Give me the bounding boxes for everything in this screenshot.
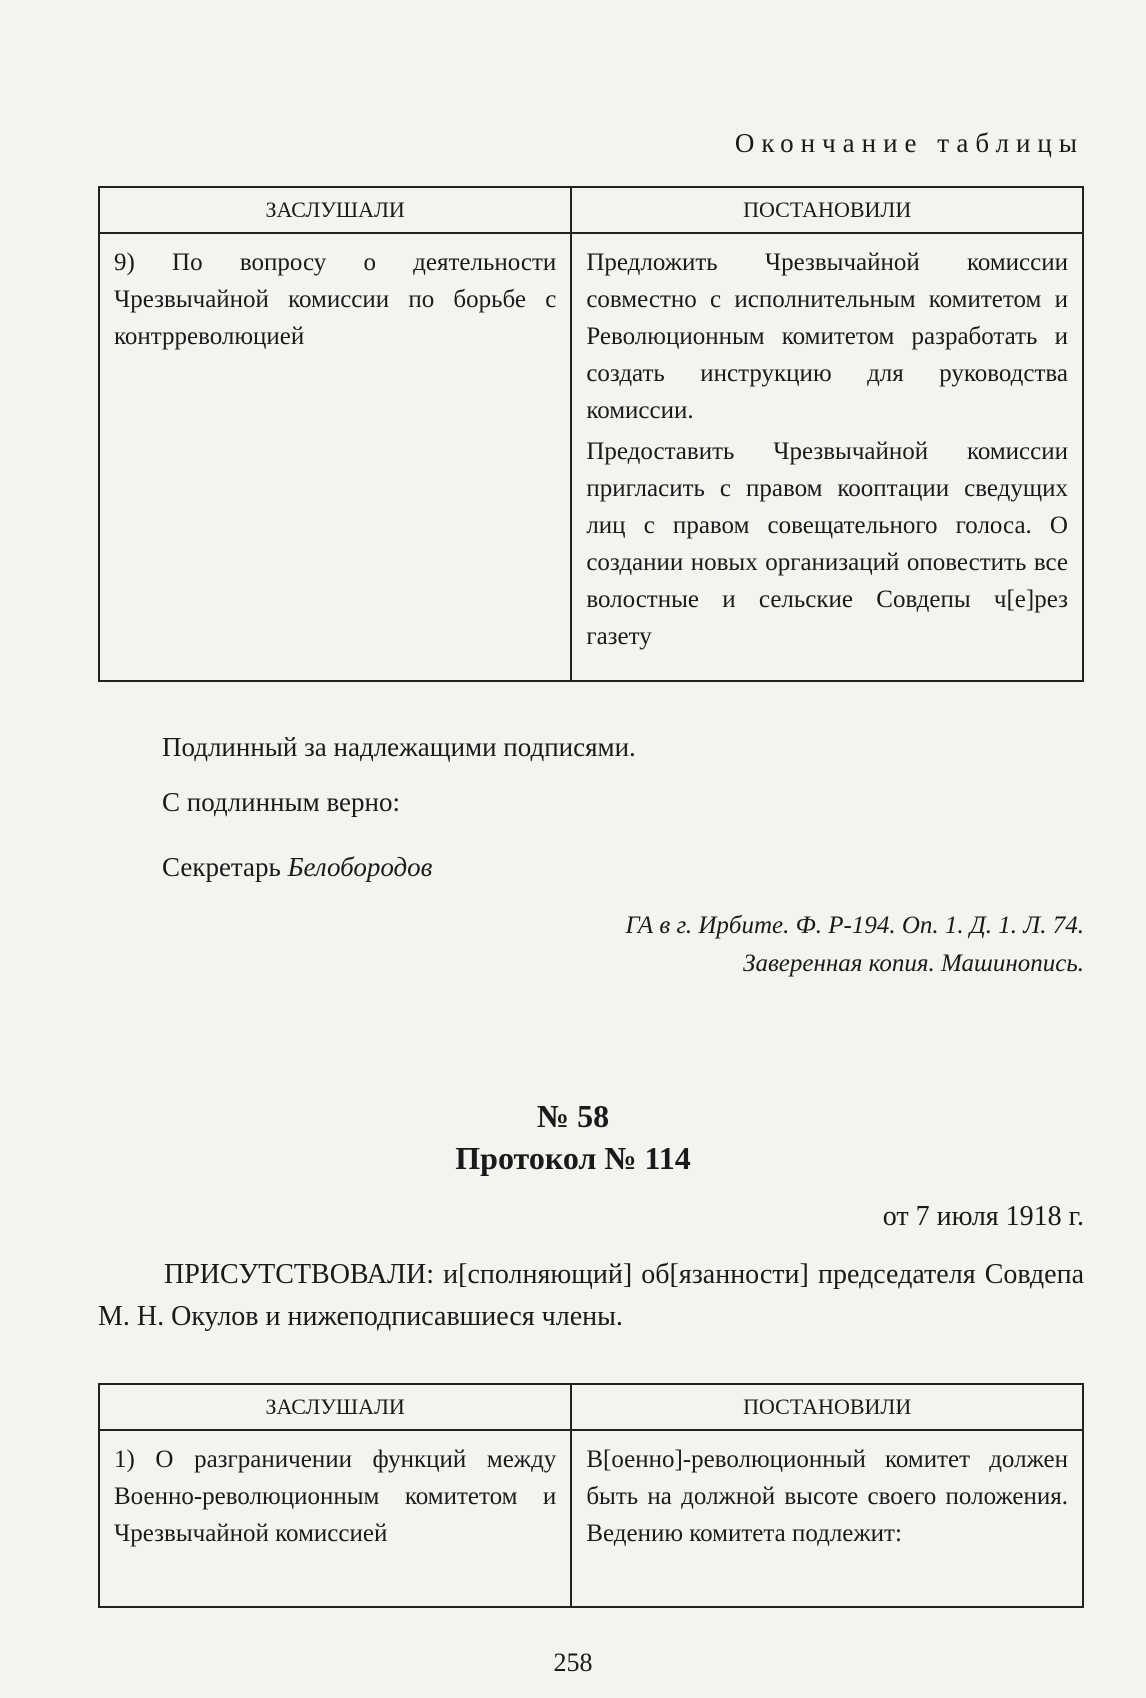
heard-cell <box>99 233 571 681</box>
page-number: 258 <box>553 1648 593 1677</box>
heard-cell <box>99 1430 571 1607</box>
table-continuation-caption: Окончание таблицы <box>734 128 1084 158</box>
column-resolved-header: ПОСТАНОВИЛИ <box>571 1384 1083 1430</box>
table-row <box>99 1430 1083 1607</box>
resolved-cell <box>571 1430 1083 1607</box>
certified-note: С подлинным верно: <box>162 787 400 817</box>
copy-type: Заверенная копия. Машинопись. <box>743 950 1084 977</box>
original-signatures-note: Подлинный за надлежащими подписями. <box>162 732 636 762</box>
archive-reference: ГА в г. Ирбите. Ф. Р-194. Оп. 1. Д. 1. Л. 74. <box>625 912 1084 939</box>
column-resolved-header: ПОСТАНОВИЛИ <box>571 187 1083 233</box>
present-paragraph: ПРИСУТСТВОВАЛИ: и[сполняющий] об[язанности] председателя Совдепа М. Н. Окулов и нижеподписавшиеся члены. <box>98 1259 1084 1332</box>
protocol-table-1 <box>98 186 1084 682</box>
heard-text: 1) О разграничении функций между Военно-революционным комитетом и Чрезвычайной комиссией <box>114 1446 557 1547</box>
column-heard-header: ЗАСЛУШАЛИ <box>99 187 571 233</box>
resolved-text-1: Предложить Чрезвычайной комиссии совместно с исполнительным комитетом и Революционным комитетом разработать и создать инструкцию для руководства комиссии. <box>586 249 1068 424</box>
resolved-text-2: Предоставить Чрезвычайной комиссии пригласить с правом кооптации сведущих лиц с правом совещательного голоса. О создании новых организаций оповестить все волостные и сельские Совдепы ч[е]рез газету <box>586 438 1068 650</box>
protocol-date: от 7 июля 1918 г. <box>882 1201 1084 1232</box>
table-row <box>99 233 1083 681</box>
heard-text: 9) По вопросу о деятельности Чрезвычайной комиссии по борьбе с контрреволюцией <box>114 249 557 350</box>
resolved-cell <box>571 233 1083 681</box>
column-heard-header: ЗАСЛУШАЛИ <box>99 1384 571 1430</box>
table-header-row <box>99 187 1083 233</box>
secretary-line <box>162 852 432 883</box>
document-number: № 58 <box>536 1098 610 1134</box>
table-header-row <box>99 1384 1083 1430</box>
protocol-table-2 <box>98 1383 1084 1608</box>
secretary-name: Белобородов <box>287 852 433 882</box>
protocol-title: Протокол № 114 <box>455 1140 691 1176</box>
secretary-label: Секретарь <box>162 852 281 882</box>
resolved-text: В[оенно]-революционный комитет должен быть на должной высоте своего положения. Ведению комитета подлежит: <box>586 1446 1068 1547</box>
